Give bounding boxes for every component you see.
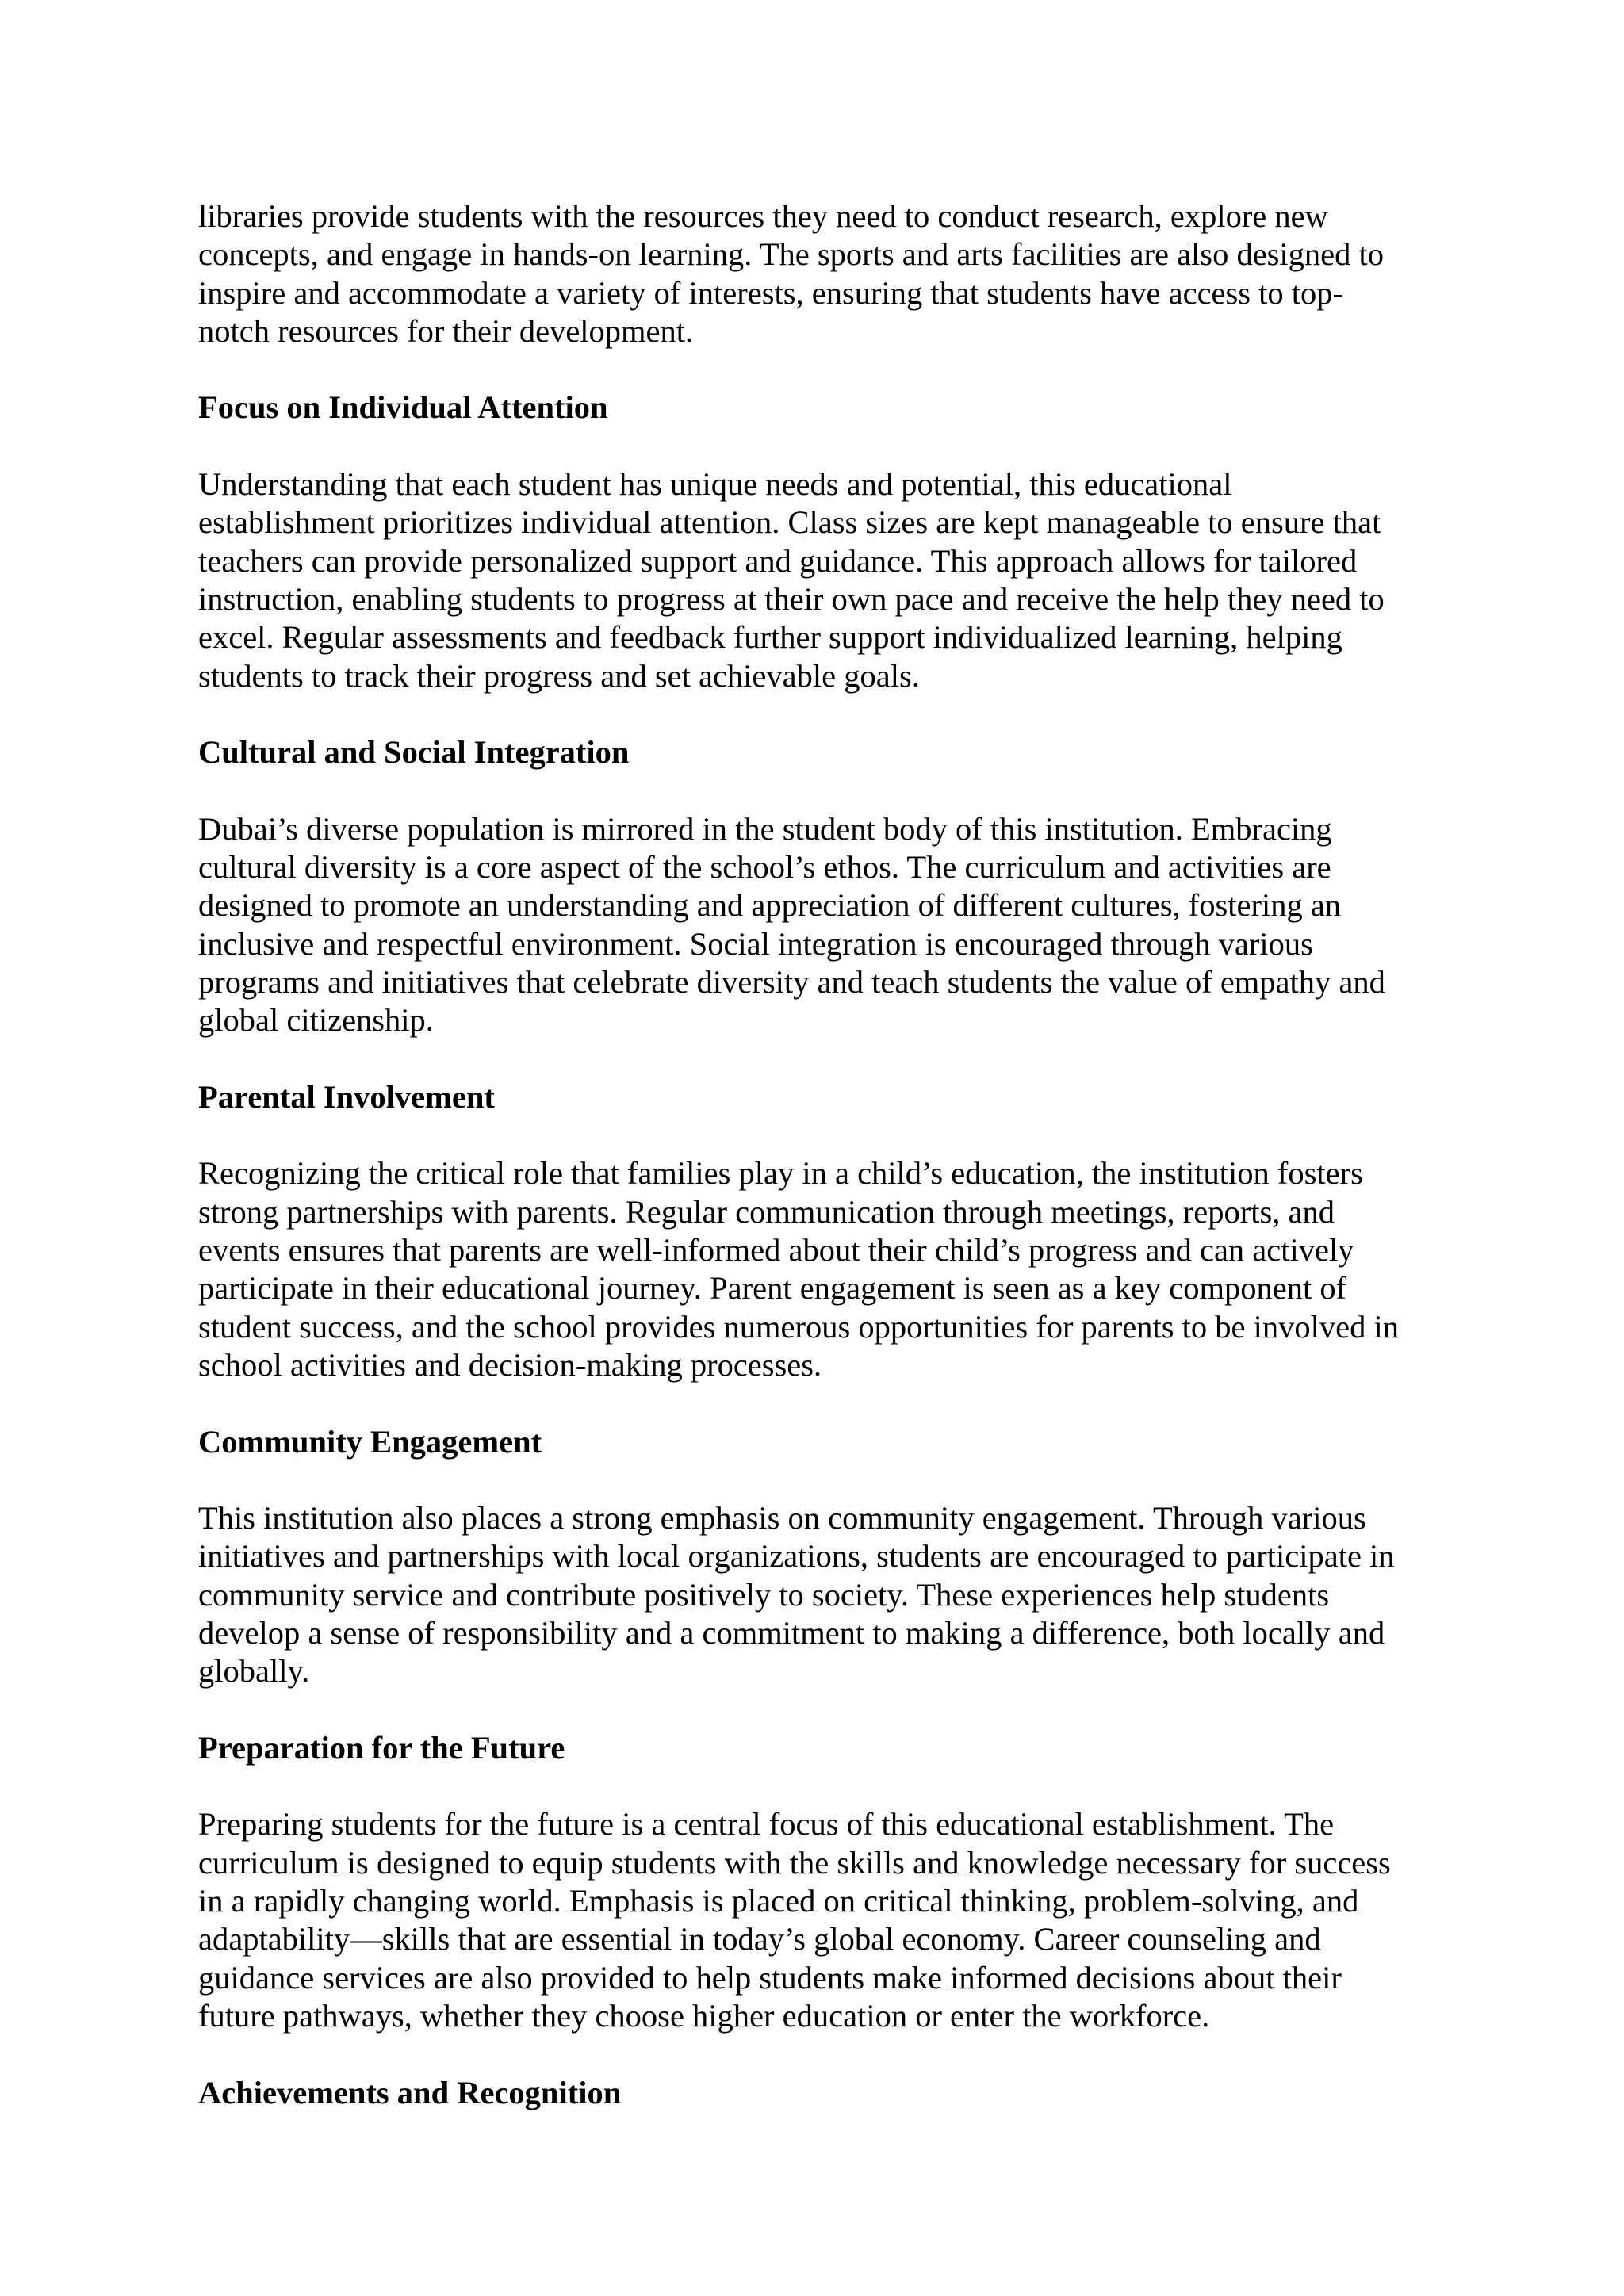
text-line: adaptability—skills that are essential in today’s global economy. Career counseling and (198, 1921, 1321, 1957)
text-line: Recognizing the critical role that families play in a child’s education, the institution fosters (198, 1155, 1363, 1192)
section-heading-cultural-integration: Cultural and Social Integration (198, 734, 630, 771)
text-line: cultural diversity is a core aspect of the school’s ethos. The curriculum and activities are (198, 849, 1331, 886)
section-heading-individual-attention: Focus on Individual Attention (198, 389, 608, 426)
text-line: curriculum is designed to equip students with the skills and knowledge necessary for success (198, 1844, 1391, 1881)
text-line: teachers can provide personalized support and guidance. This approach allows for tailored (198, 542, 1358, 579)
text-line: participate in their educational journey. Parent engagement is seen as a key component of (198, 1270, 1347, 1307)
section-paragraph-individual-attention (198, 465, 1443, 695)
text-line: Understanding that each student has unique needs and potential, this educational (198, 466, 1232, 503)
section-heading-preparation-future: Preparation for the Future (198, 1729, 565, 1766)
text-line: excel. Regular assessments and feedback further support individualized learning, helping (198, 619, 1342, 656)
text-line: inspire and accommodate a variety of interests, ensuring that students have access to top- (198, 274, 1344, 311)
text-line: concepts, and engage in hands-on learning. The sports and arts facilities are also designed to (198, 236, 1385, 273)
text-line: school activities and decision-making processes. (198, 1346, 822, 1383)
section-paragraph-preparation-future (198, 1805, 1443, 2035)
text-line: inclusive and respectful environment. Social integration is encouraged through various (198, 925, 1313, 962)
text-line: designed to promote an understanding and appreciation of different cultures, fostering an (198, 887, 1342, 924)
text-line: events ensures that parents are well-informed about their child’s progress and can actively (198, 1232, 1354, 1269)
text-line: guidance services are also provided to help students make informed decisions about their (198, 1959, 1342, 1996)
text-line: student success, and the school provides numerous opportunities for parents to be involved in (198, 1308, 1399, 1345)
text-line: in a rapidly changing world. Emphasis is placed on critical thinking, problem-solving, and (198, 1883, 1359, 1919)
section-heading-parental-involvement: Parental Involvement (198, 1078, 495, 1115)
text-line: This institution also places a strong emphasis on community engagement. Through various (198, 1500, 1366, 1536)
text-line: globally. (198, 1653, 310, 1689)
text-line: Dubai’s diverse population is mirrored in the student body of this institution. Embracing (198, 810, 1332, 847)
text-line: libraries provide students with the resources they need to conduct research, explore new (198, 198, 1328, 234)
text-line: students to track their progress and set achievable goals. (198, 657, 920, 694)
document-body (198, 197, 1443, 2150)
section-paragraph-cultural-integration (198, 810, 1443, 1040)
text-line: instruction, enabling students to progress at their own pace and receive the help they need to (198, 580, 1385, 617)
text-line: strong partnerships with parents. Regular communication through meetings, reports, and (198, 1193, 1335, 1230)
section-paragraph-parental-involvement (198, 1154, 1443, 1384)
text-line: initiatives and partnerships with local organizations, students are encouraged to participate in (198, 1538, 1395, 1575)
text-line: develop a sense of responsibility and a commitment to making a difference, both locally and (198, 1614, 1385, 1651)
section-heading-achievements: Achievements and Recognition (198, 2074, 622, 2110)
text-line: notch resources for their development. (198, 312, 694, 349)
section-heading-community-engagement: Community Engagement (198, 1423, 542, 1460)
text-line: future pathways, whether they choose higher education or enter the workforce. (198, 1997, 1210, 2034)
text-line: community service and contribute positively to society. These experiences help students (198, 1576, 1330, 1613)
text-line: programs and initiatives that celebrate diversity and teach students the value of empathy and (198, 963, 1385, 1000)
text-line: Preparing students for the future is a central focus of this educational establishment. The (198, 1806, 1335, 1843)
section-paragraph-community-engagement (198, 1499, 1443, 1690)
text-line: establishment prioritizes individual attention. Class sizes are kept manageable to ensure that (198, 504, 1381, 541)
text-line: global citizenship. (198, 1002, 434, 1039)
intro-paragraph (198, 197, 1443, 350)
